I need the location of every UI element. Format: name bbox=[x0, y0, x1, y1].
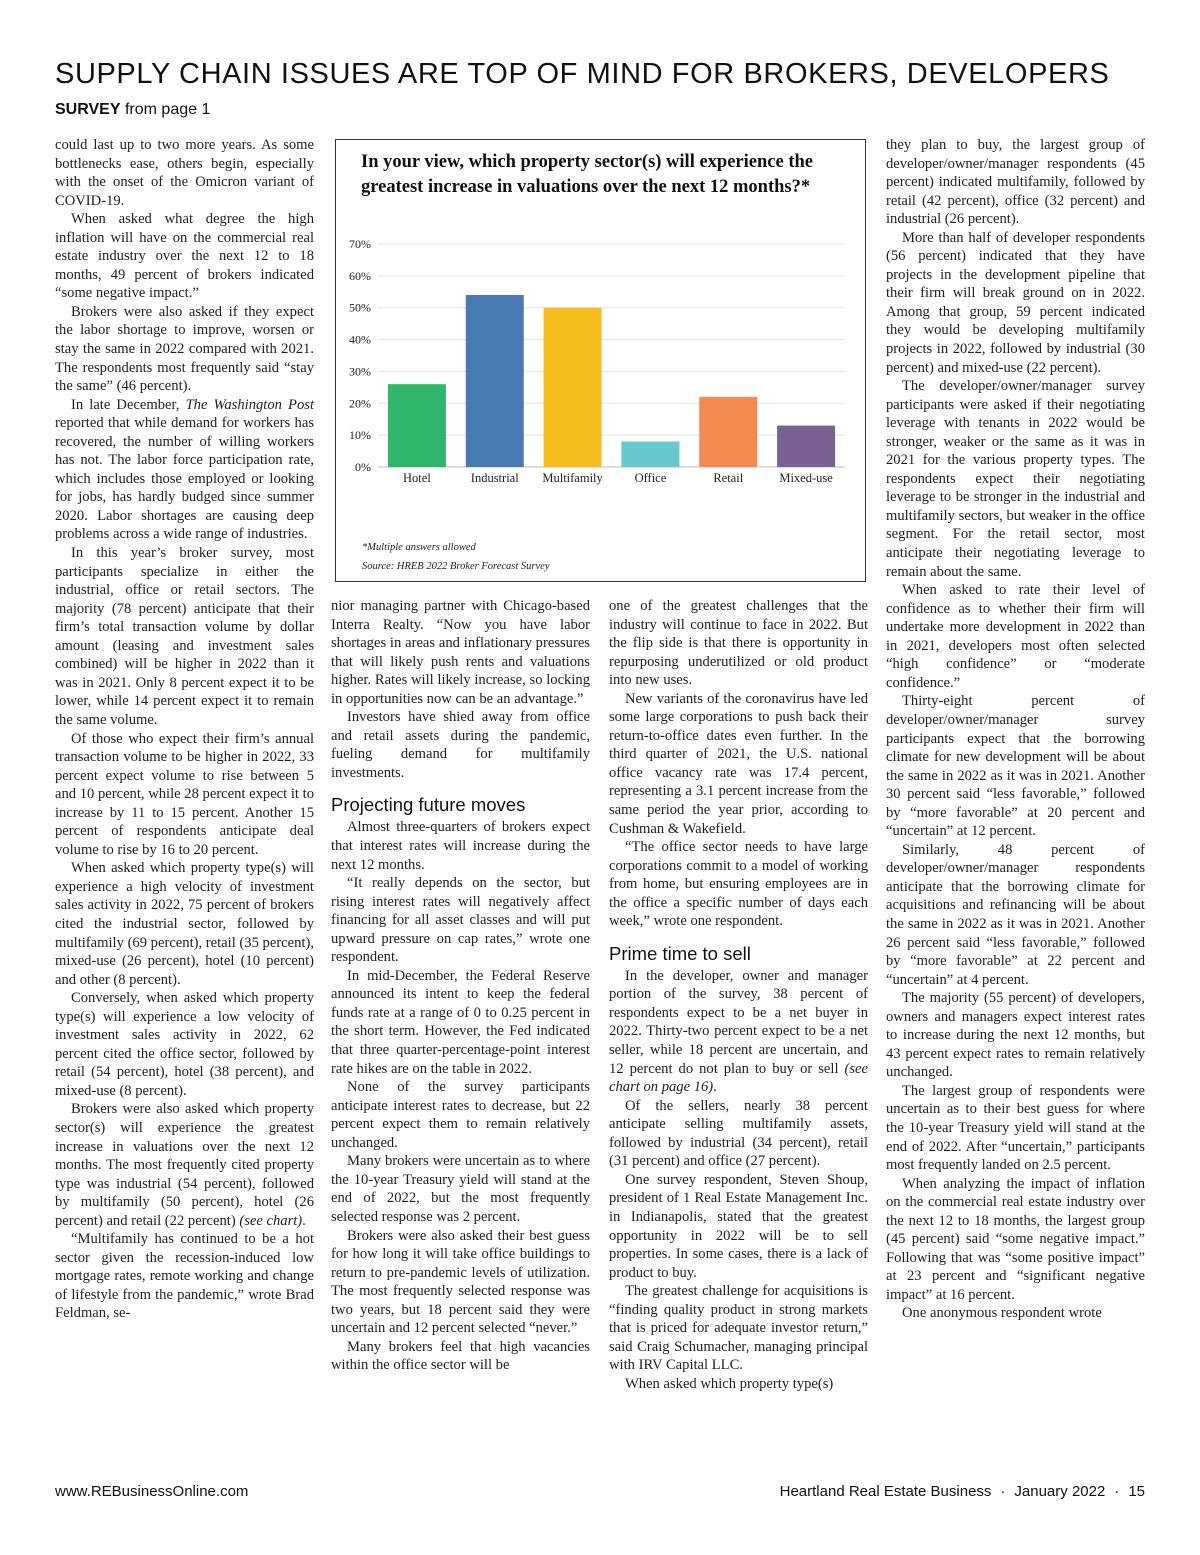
y-tick-label: 60% bbox=[349, 268, 371, 283]
paragraph: Almost three-quarters of brokers expect that interest rates will increase during the next 12 months. bbox=[331, 819, 590, 873]
paragraph: When asked what degree the high inflation will have on the commercial real estate industry over the next 12 to 18 months, 49 percent of brokers indicated “some negative impact.” bbox=[55, 211, 314, 302]
paragraph: Brokers were also asked if they expect the labor shortage to improve, worsen or stay the same in 2022 compared with 2021. The respondents most frequently said “stay the same” (46 percent). bbox=[55, 303, 314, 395]
footer-separator: · bbox=[1000, 1483, 1006, 1500]
y-tick-label: 10% bbox=[349, 428, 371, 443]
paragraph: When analyzing the impact of inflation on the commercial real estate industry over the next 12 to 18 months, the largest group (45 percent) said “some negative impact.” Following that was “some positive impact” at 23 percent and “significant negative impact” at 16 percent. bbox=[886, 1175, 1145, 1303]
y-tick-label: 20% bbox=[349, 396, 371, 411]
paragraph: The largest group of respondents were uncertain as to their best guess for where the 10-year Treasury yield will stand at the end of 2022. After “uncertain,” participants most frequently landed on 2.5 percent. bbox=[886, 1082, 1145, 1174]
article-column-2 bbox=[331, 597, 590, 1375]
paragraph: None of the survey participants anticipate interest rates to decrease, but 22 percent expect them to remain relatively unchanged. bbox=[331, 1079, 590, 1151]
paragraph: Similarly, 48 percent of developer/owner/manager respondents anticipate that the borrowing climate for acquisitions and refinancing will be about the same in 2022 as it was in 2021. Another 26 percent said “less favorable,” followed by “more favorable” at 22 percent and “uncertain” at 4 percent. bbox=[886, 841, 1145, 988]
x-tick-label: Mixed-use bbox=[779, 471, 833, 485]
footer-separator: · bbox=[1114, 1483, 1120, 1500]
paragraph: Brokers were also asked which property sector(s) will experience the greatest increase in valuations over the next 12 months. The most frequently cited property type was industrial (54 percent), followed by multifamily (50 percent), hotel (26 percent) and retail (22 percent) (see chart). bbox=[55, 1101, 314, 1229]
bar-office bbox=[621, 442, 679, 467]
x-tick-label: Hotel bbox=[403, 471, 431, 485]
paragraph: Of the sellers, nearly 38 percent anticipate selling multifamily assets, followed by industrial (34 percent), retail (31 percent) and office (27 percent). bbox=[609, 1097, 868, 1170]
y-tick-label: 50% bbox=[349, 300, 371, 315]
paragraph: Thirty-eight percent of developer/owner/manager survey participants expect that the borrowing climate for new development will be about the same in 2022 as it was in 2021. Another 30 percent said “less favorable,” followed by “more favorable” at 20 percent and “uncertain” at 12 percent. bbox=[886, 693, 1145, 840]
footer-website-link[interactable]: www.REBusinessOnline.com bbox=[55, 1483, 249, 1500]
bar-industrial bbox=[466, 295, 524, 467]
chart-note: *Multiple answers allowed bbox=[362, 542, 476, 553]
paragraph: In late December, The Washington Post reported that while demand for workers has recovered, the number of willing workers has not. The labor force participation rate, which includes those employed or looking for jobs, has hardly budged since summer 2020. Labor shortages are causing deep problems across a wide range of industries. bbox=[55, 396, 314, 543]
paragraph: In the developer, owner and manager portion of the survey, 38 percent of respondents expect to be a net buyer in 2022. Thirty-two percent expect to be a net seller, while 18 percent are uncertain, and 12 percent do not plan to buy or sell (see chart on page 16). bbox=[609, 967, 868, 1096]
paragraph: could last up to two more years. As some bottlenecks ease, others begin, especially with the onset of the Omicron variant of COVID-19. bbox=[55, 137, 314, 209]
paragraph: Conversely, when asked which property type(s) will experience a low velocity of investment sales activity in 2022, 62 percent cited the office sector, followed by retail (54 percent), hotel (38 percent), and mixed-use (8 percent). bbox=[55, 990, 314, 1099]
paragraph: they plan to buy, the largest group of developer/owner/manager respondents (45 percent) indicated multifamily, followed by retail (42 percent), office (32 percent) and industrial (26 percent). bbox=[886, 137, 1145, 228]
x-tick-label: Multifamily bbox=[542, 471, 603, 485]
paragraph: “Multifamily has continued to be a hot sector given the recession-induced low mortgage rates, remote working and change of lifestyle from the pandemic,” wrote Brad Feldman, se- bbox=[55, 1231, 314, 1322]
bar-retail bbox=[699, 397, 757, 467]
chart-reference: (see chart on page 16) bbox=[609, 1060, 868, 1096]
chart-title: In your view, which property sector(s) will experience the greatest increase in valuations over the next 12 months?* bbox=[361, 152, 813, 197]
bar-multifamily bbox=[544, 308, 602, 467]
valuation-chart-box bbox=[335, 139, 866, 582]
paragraph: Of those who expect their firm’s annual transaction volume to be higher in 2022, 33 percent expect volume to rise between 5 and 10 percent, while 28 percent expect it to increase by 11 to 15 percent. Another 15 percent of respondents anticipate deal volume to rise by 16 to 20 percent. bbox=[55, 730, 314, 858]
paragraph: The majority (55 percent) of developers, owners and managers expect interest rates to increase during the next 12 months, but 43 percent expect rates to remain relatively unchanged. bbox=[886, 990, 1145, 1081]
paragraph: One survey respondent, Steven Shoup, president of 1 Real Estate Management Inc. in Indianapolis, stated that the greatest opportunity in 2022 will be to sell properties. In some cases, there is a lack of product to buy. bbox=[609, 1171, 868, 1281]
x-tick-label: Office bbox=[634, 471, 667, 485]
paragraph: New variants of the coronavirus have led some large corporations to push back their return-to-office dates even further. In the third quarter of 2021, the U.S. national office vacancy rate was 17.4 percent, representing a 3.1 percent increase from the same period the year prior, according to Cushman & Wakefield. bbox=[609, 690, 868, 837]
x-tick-label: Industrial bbox=[470, 471, 519, 485]
paragraph: nior managing partner with Chicago-based Interra Realty. “Now you have labor shortages in areas and inflationary pressures that will likely push rents and valuations higher. Rates will likely increase, so locking in opportunities now can be an advantage.” bbox=[331, 598, 590, 707]
paragraph: In mid-December, the Federal Reserve announced its intent to keep the federal funds rate at a range of 0 to 0.25 percent in the short term. However, the Fed indicated that three quarter-percentage-point interest rate hikes are on the table in 2022. bbox=[331, 967, 590, 1077]
bar-hotel bbox=[388, 384, 446, 467]
paragraph: The developer/owner/manager survey participants were asked if their negotiating leverage with tenants in 2022 would be stronger, weaker or the same as it was in 2021 for the various property types. The respondents expect their negotiating leverage to be stronger in the industrial and multifamily sectors, but weaker in the office segment. For the retail sector, most anticipate their negotiating leverage to remain about the same. bbox=[886, 378, 1145, 580]
paragraph: Many brokers feel that high vacancies within the office sector will be bbox=[331, 1338, 590, 1374]
issue-date: January 2022 bbox=[1014, 1483, 1106, 1500]
paragraph: one of the greatest challenges that the industry will continue to face in 2022. But the flip side is that there is opportunity in repurposing underutilized or old product into new uses. bbox=[609, 598, 868, 689]
section-heading-projecting: Projecting future moves bbox=[331, 794, 526, 816]
paragraph: “It really depends on the sector, but rising interest rates will negatively affect financing for all asset classes and will put upward pressure on cap rates,” wrote one respondent. bbox=[331, 875, 590, 966]
chart-source: Source: HREB 2022 Broker Forecast Survey bbox=[362, 561, 550, 572]
paragraph: More than half of developer respondents (56 percent) indicated that they have projects in the development pipeline that their firm will break ground on in 2022. Among that group, 59 percent indicated they would be developing multifamily projects in 2022, followed by industrial (30 percent) and mixed-use (22 percent). bbox=[886, 229, 1145, 376]
paragraph: Investors have shied away from office and retail assets during the pandemic, fueling demand for multifamily investments. bbox=[331, 709, 590, 781]
paragraph: One anonymous respondent wrote bbox=[902, 1305, 1102, 1322]
page-number: 15 bbox=[1128, 1483, 1145, 1500]
continued-page-ref: from page 1 bbox=[124, 101, 211, 118]
bar-chart bbox=[336, 140, 867, 583]
paragraph: Many brokers were uncertain as to where the 10-year Treasury yield will stand at the end of 2022, but the most frequently selected response was 2 percent. bbox=[331, 1153, 590, 1225]
bar-mixed-use bbox=[777, 426, 835, 467]
footer-publication-info bbox=[780, 1483, 1145, 1500]
continued-from-label bbox=[55, 101, 210, 119]
article-column-3 bbox=[609, 597, 868, 1393]
publication-name: The Washington Post bbox=[185, 396, 314, 413]
continued-section-name: SURVEY bbox=[55, 101, 121, 118]
paragraph: When asked which property type(s) will experience a high velocity of investment sales activity in 2022, 75 percent of brokers cited the industrial sector, followed by multifamily (69 percent), retail (35 percent), mixed-use (26 percent), hotel (10 percent) and other (8 percent). bbox=[55, 860, 314, 988]
paragraph: When asked to rate their level of confidence as to whether their firm will undertake more development in 2022 than in 2021, developers most often selected “high confidence” or “moderate confidence.” bbox=[886, 582, 1145, 691]
y-tick-label: 70% bbox=[349, 237, 371, 251]
article-headline: SUPPLY CHAIN ISSUES ARE TOP OF MIND FOR BROKERS, DEVELOPERS bbox=[55, 58, 1110, 90]
x-tick-label: Retail bbox=[713, 471, 744, 485]
article-column-4 bbox=[886, 136, 1145, 1323]
paragraph: When asked which property type(s) bbox=[625, 1375, 834, 1392]
chart-reference: (see chart) bbox=[239, 1212, 303, 1229]
section-heading-prime-time: Prime time to sell bbox=[609, 942, 751, 964]
y-tick-label: 40% bbox=[349, 332, 371, 347]
publication-name: Heartland Real Estate Business bbox=[779, 1483, 992, 1500]
y-tick-label: 30% bbox=[349, 364, 371, 379]
y-tick-label: 0% bbox=[355, 460, 371, 474]
article-column-1 bbox=[55, 136, 314, 1323]
paragraph: “The office sector needs to have large corporations commit to a model of working from home, but ensuring employees are in the office a specific number of days each week,” wrote one respondent. bbox=[609, 839, 868, 930]
paragraph: The greatest challenge for acquisitions is “finding quality product in strong markets that is priced for adequate investor return,” said Craig Schumacher, managing principal with IRV Capital LLC. bbox=[609, 1283, 868, 1374]
paragraph: Brokers were also asked their best guess for how long it will take office buildings to return to pre-pandemic levels of utilization. The most frequently selected response was two years, but 18 percent said they were uncertain and 12 percent selected “never.” bbox=[331, 1227, 590, 1337]
paragraph: In this year’s broker survey, most participants specialize in either the industrial, office or retail sectors. The majority (78 percent) anticipate that their firm’s total transaction volume by dollar amount (leasing and investment sales combined) will be higher in 2022 than it was in 2021. Only 8 percent expect it to be lower, while 14 percent expect it to remain the same volume. bbox=[55, 545, 314, 728]
